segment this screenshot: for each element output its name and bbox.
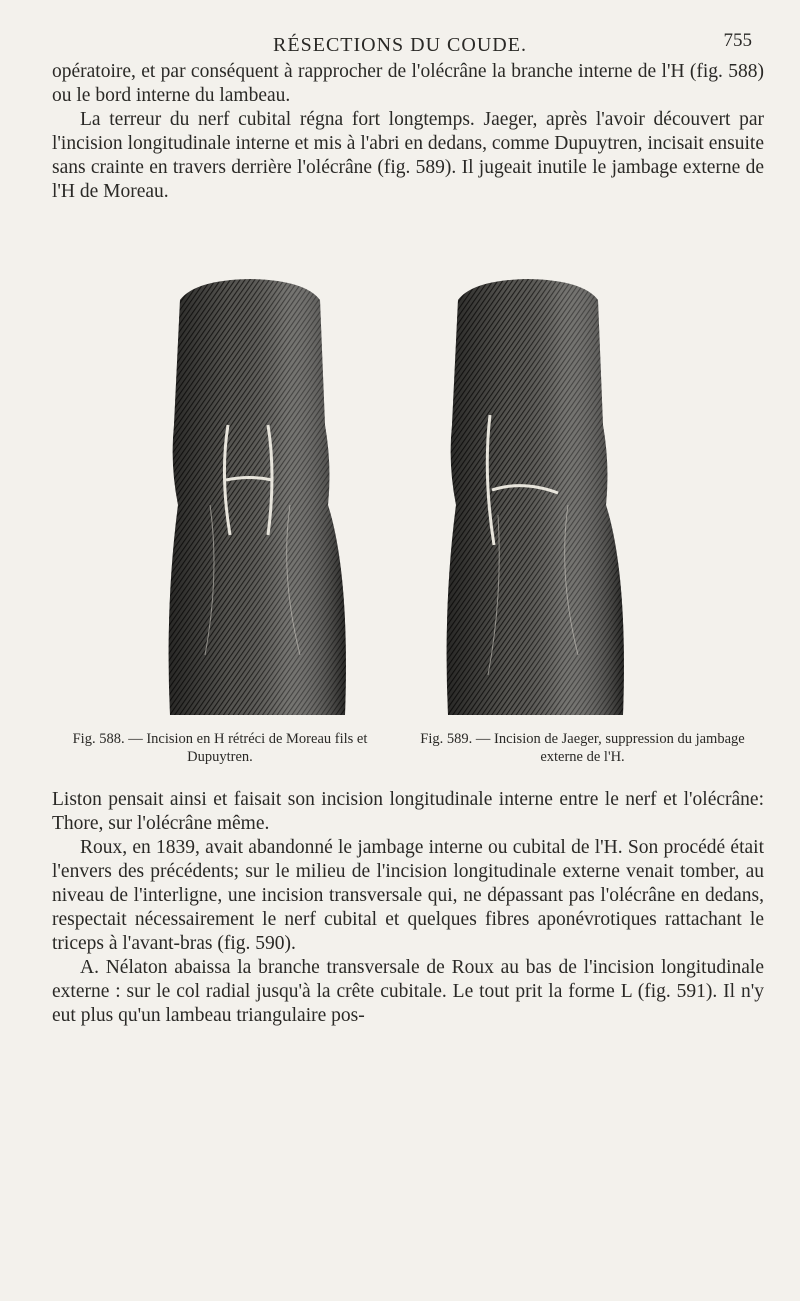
page-number: 755 <box>723 30 752 51</box>
running-title: RÉSECTIONS DU COUDE. <box>273 34 527 56</box>
paragraph: Liston pensait ainsi et faisait son incision longitudinale interne entre le nerf et l'olécrâne: Thore, sur l'olécrâne même. <box>52 789 764 834</box>
paragraph: Roux, en 1839, avait abandonné le jambage interne ou cubital de l'H. Son procédé était l'envers des précédents; sur le milieu de l'incision longitudinale externe venait tomber, au niveau de l'interligne, une incision transversale qui, ne dépassant pas l'olécrâne en dedans, respectait nécessairement le nerf cubital et quelques fibres aponévrotiques rattachant le triceps à l'avant-bras (fig. 590). <box>52 837 764 954</box>
paragraph: opératoire, et par conséquent à rapprocher de l'olécrâne la branche interne de l'H (fig. 588) ou le bord interne du lambeau. <box>52 61 764 106</box>
arm-illustration-right <box>428 275 638 725</box>
paragraph: A. Nélaton abaissa la branche transversale de Roux au bas de l'incision longitudinale externe : sur le col radial jusqu'à la crête cubitale. Le tout prit la forme L (fig. 591). Il n'y eut plus qu'un lambeau triangulaire pos- <box>52 957 764 1026</box>
figure-caption-right: Fig. 589. — Incision de Jaeger, suppression du jambage externe de l'H. <box>420 731 745 765</box>
bottom-text-block <box>52 788 764 1028</box>
arm-illustration-left <box>150 275 360 725</box>
figure-pair <box>0 275 800 755</box>
paragraph: La terreur du nerf cubital régna fort longtemps. Jaeger, après l'avoir découvert par l'incision longitudinale interne et mis à l'abri en dedans, comme Dupuytren, incisait ensuite sans crainte en travers derrière l'olécrâne (fig. 589). Il jugeait inutile le jambage externe de l'H de Moreau. <box>52 109 764 202</box>
figure-caption-left: Fig. 588. — Incision en H rétréci de Moreau fils et Dupuytren. <box>72 731 368 765</box>
top-text-block <box>52 60 764 204</box>
